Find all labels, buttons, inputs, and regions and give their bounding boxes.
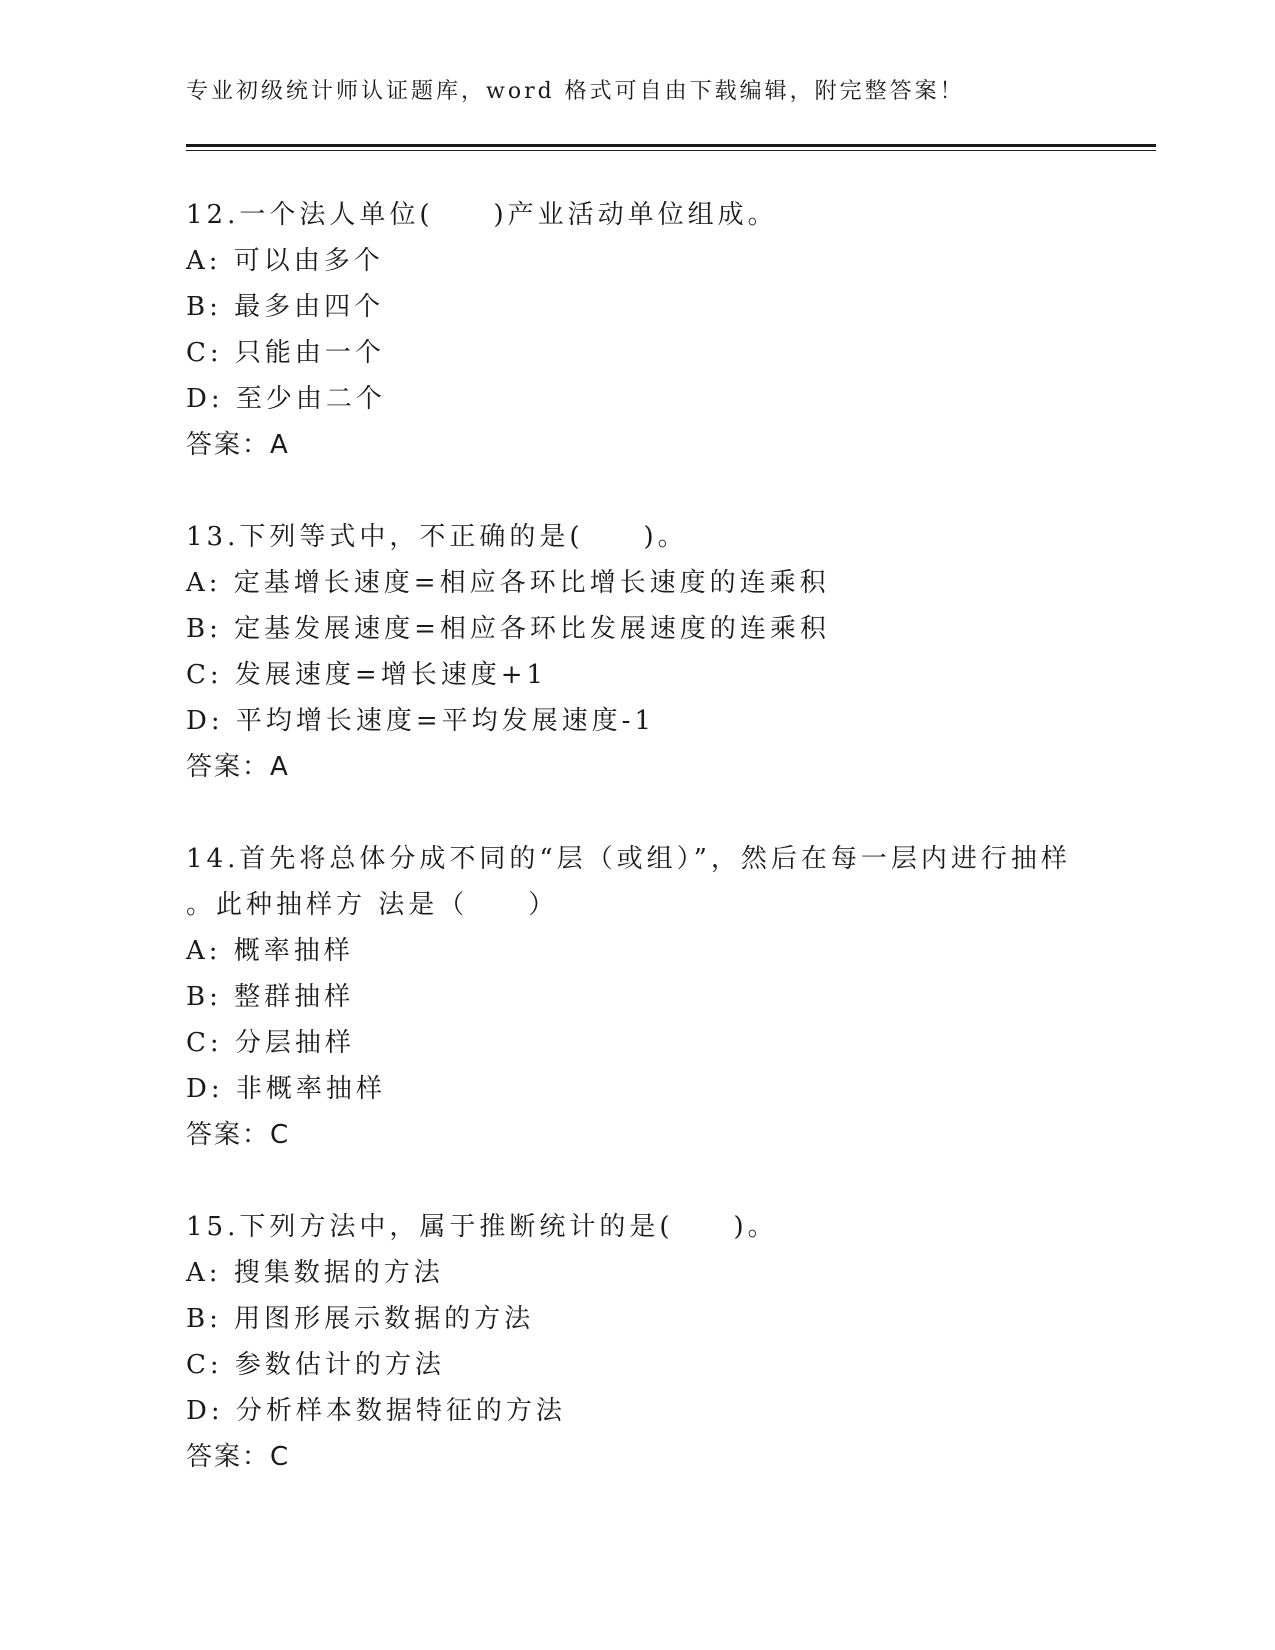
document-header: 专业初级统计师认证题库，word 格式可自由下载编辑，附完整答案！ xyxy=(186,79,965,104)
question-13 xyxy=(186,514,1086,790)
option-d: D: 平均增长速度=平均发展速度-1 xyxy=(186,706,655,736)
question-15 xyxy=(186,1204,1086,1480)
option-c: C: 分层抽样 xyxy=(186,1028,355,1058)
answer-line: 答案：C xyxy=(186,1442,291,1472)
header-divider-thick xyxy=(186,144,1156,147)
question-stem: 14.首先将总体分成不同的“层（或组）”，然后在每一层内进行抽样 xyxy=(186,844,1071,874)
question-stem: 12.一个法人单位( )产业活动单位组成。 xyxy=(186,200,778,230)
option-c: C: 发展速度=增长速度+1 xyxy=(186,660,548,690)
question-stem: 15.下列方法中，属于推断统计的是( )。 xyxy=(186,1212,778,1242)
option-a: A: 可以由多个 xyxy=(186,246,384,276)
question-stem: 13.下列等式中，不正确的是( )。 xyxy=(186,522,688,552)
option-d: D: 至少由二个 xyxy=(186,384,386,414)
question-14 xyxy=(186,836,1086,1158)
option-c: C: 只能由一个 xyxy=(186,338,385,368)
answer-line: 答案：A xyxy=(186,752,290,782)
option-d: D: 非概率抽样 xyxy=(186,1074,386,1104)
option-b: B: 最多由四个 xyxy=(186,292,385,322)
answer-line: 答案：A xyxy=(186,430,290,460)
option-b: B: 整群抽样 xyxy=(186,982,355,1012)
answer-line: 答案：C xyxy=(186,1120,291,1150)
question-12 xyxy=(186,192,1086,468)
option-c: C: 参数估计的方法 xyxy=(186,1350,445,1380)
option-b: B: 定基发展速度=相应各环比发展速度的连乘积 xyxy=(186,614,830,644)
option-d: D: 分析样本数据特征的方法 xyxy=(186,1396,566,1426)
question-stem-continued: 。此种抽样方 法是（ ） xyxy=(186,890,559,920)
option-b: B: 用图形展示数据的方法 xyxy=(186,1304,535,1334)
option-a: A: 搜集数据的方法 xyxy=(186,1258,444,1288)
option-a: A: 概率抽样 xyxy=(186,936,354,966)
option-a: A: 定基增长速度=相应各环比增长速度的连乘积 xyxy=(186,568,830,598)
header-divider-thin xyxy=(186,150,1156,151)
